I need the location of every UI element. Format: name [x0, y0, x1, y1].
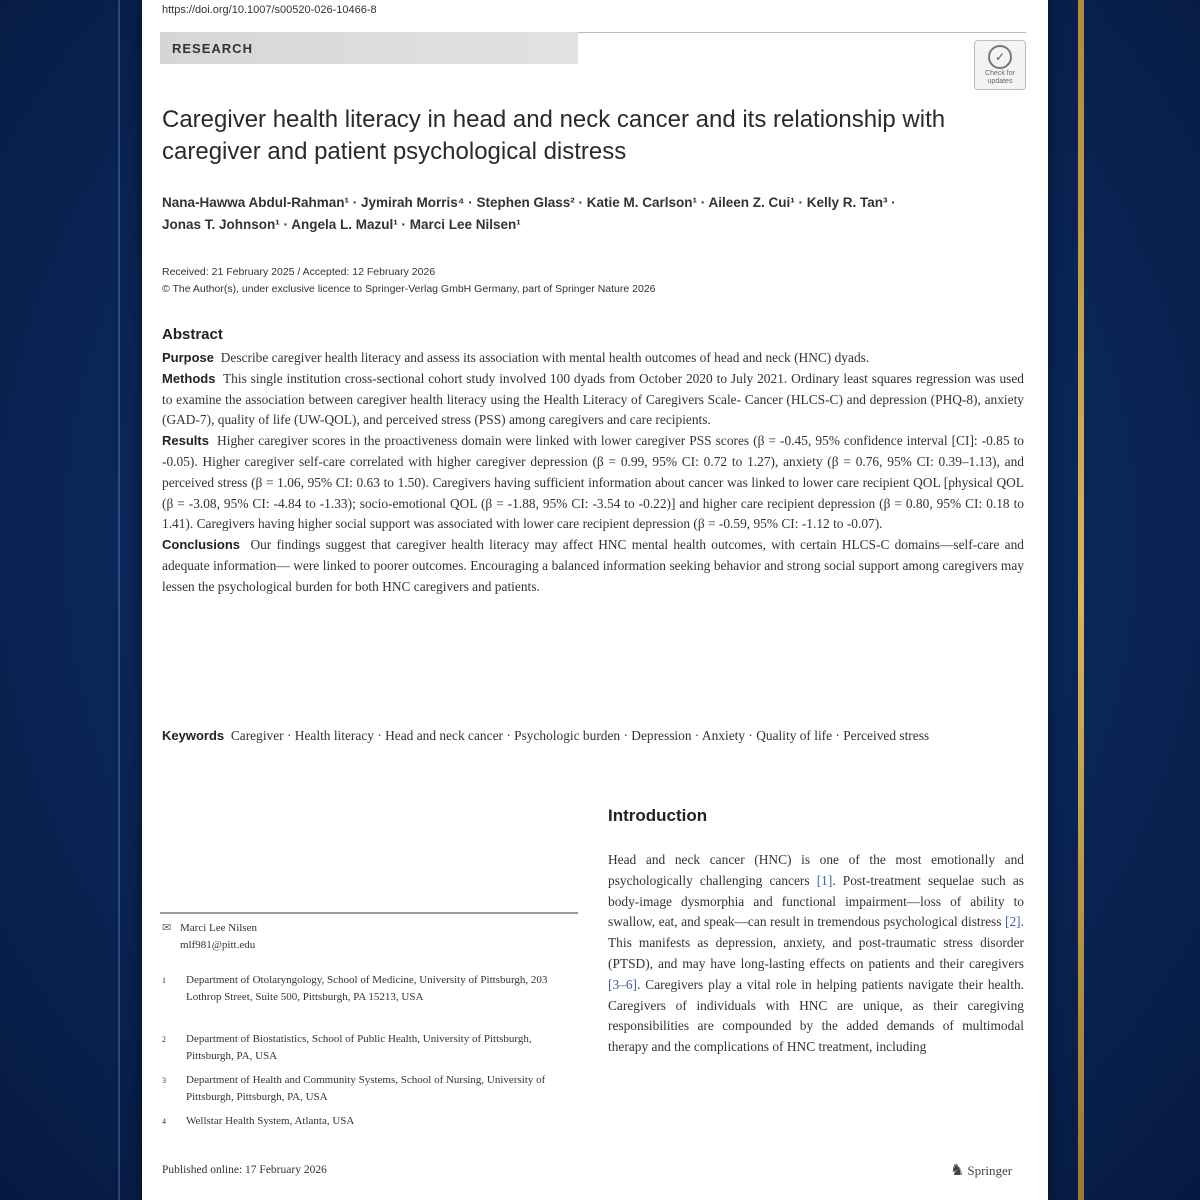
keywords-text: Caregiver · Health literacy · Head and neck cancer · Psychologic burden · Depression · Anxiety · Quality of life · Perceived stress [230, 728, 930, 743]
citation-link[interactable]: [3–6] [608, 976, 638, 992]
affiliation-4 [162, 1113, 572, 1130]
abstract-purpose [162, 348, 1024, 369]
keywords-label: Keywords [162, 728, 225, 743]
purpose-text: Describe caregiver health literacy and assess its association with mental health outcomes of head and neck (HNC) dyads. [220, 350, 870, 365]
methods-label: Methods [162, 370, 216, 386]
abstract-methods [162, 369, 1024, 431]
springer-horse-icon: ♞ [950, 1162, 965, 1179]
publisher-logo [950, 1160, 1012, 1180]
section-bar [160, 32, 578, 64]
correspondence-name-row [162, 920, 572, 937]
copyright-line: © The Author(s), under exclusive licence to Springer-Verlag GmbH Germany, part of Springer Nature 2026 [162, 283, 656, 295]
conclusions-label: Conclusions [162, 537, 241, 553]
doi-link[interactable]: https://doi.org/10.1007/s00520-026-10466-8 [162, 4, 377, 16]
purpose-label: Purpose [162, 350, 215, 365]
authors-line-1: Nana-Hawwa Abdul-Rahman¹ · Jymirah Morris⁴ · Stephen Glass² · Katie M. Carlson¹ · Aileen Z. Cui¹ · Kelly R. Tan³ · [162, 195, 896, 210]
authors-line-2: Jonas T. Johnson¹ · Angela L. Mazul¹ · Marci Lee Nilsen¹ [162, 217, 521, 232]
check-for-updates-icon: ✓ [988, 45, 1012, 69]
abstract-results [162, 431, 1024, 535]
affiliation-1 [162, 972, 572, 1006]
abstract-heading: Abstract [162, 326, 223, 343]
dates-block [162, 264, 1022, 298]
affiliation-rule [160, 912, 578, 914]
affiliation-number: 4 [162, 1117, 166, 1126]
conclusions-text: Our findings suggest that caregiver health literacy may affect HNC mental health outcomes, with certain HLCS-C domains—self-care and adequate information— were linked to poorer outcomes. Encouraging a balanced information seeking behavior and strong social support among caregivers may lessen the psychological burden for both HNC caregivers and patients. [162, 537, 1024, 594]
introduction-heading: Introduction [608, 806, 708, 825]
correspondence-block [162, 920, 572, 954]
intro-text-3: . This manifests as depression, anxiety, and post-traumatic stress disorder (PTSD), and may have long-lasting effects on patients and their caregivers [608, 914, 1024, 971]
intro-text-1: Head and neck cancer (HNC) is one of the most emotionally and psychologically challenging cancers [608, 852, 1024, 888]
intro-text-4: . Caregivers play a vital role in helping patients navigate their health. Caregivers of individuals with HNC are unique, as their caregiving responsibilities are compounded by the added demands of multimodal therapy and the complications of HNC treatment, including [608, 976, 1024, 1055]
affiliation-text: Wellstar Health System, Atlanta, USA [186, 1115, 355, 1127]
affiliation-number: 3 [162, 1076, 166, 1085]
article-page [142, 0, 1048, 1200]
methods-text: This single institution cross-sectional cohort study involved 100 dyads from October 2020 to July 2021. Ordinary least squares regression was used to examine the association between caregiver health literacy using the Health Literacy of Caregivers Scale- Cancer (HLCS-C) and depression (PHQ-8), anxiety (GAD-7), quality of life (UW-QOL), and perceived stress (PSS) among caregivers and care recipients. [162, 370, 1024, 428]
affiliation-3 [162, 1072, 572, 1106]
check-for-updates-badge[interactable] [974, 40, 1026, 90]
affiliation-text: Department of Health and Community Systems, School of Nursing, University of Pittsburgh, Pittsburgh, PA, USA [186, 1074, 546, 1103]
published-date: Published online: 17 February 2026 [162, 1164, 327, 1176]
affiliation-number: 2 [162, 1035, 166, 1044]
email-icon: ✉ [162, 922, 172, 934]
frame-line-left [118, 0, 120, 1200]
article-title: Caregiver health literacy in head and neck cancer and its relationship with caregiver and patient psychological distress [162, 106, 946, 165]
citation-link[interactable]: [2] [1005, 914, 1021, 930]
publisher-name: Springer [967, 1163, 1013, 1178]
author-list [162, 192, 1022, 236]
corresponding-author: Marci Lee Nilsen [180, 922, 257, 934]
abstract-body [162, 348, 1024, 598]
keywords-block [162, 725, 1024, 746]
affiliation-text: Department of Otolaryngology, School of Medicine, University of Pittsburgh, 203 Lothrop Street, Suite 500, Pittsburgh, PA 15213, USA [186, 974, 548, 1003]
badge-text: Check for updates [985, 70, 1015, 85]
frame-gold-border [1078, 0, 1084, 1200]
intro-text-2: . Post-treatment sequelae such as body-image dysmorphia and functional impairment—loss of ability to swallow, eat, and speak—can result in tremendous psychological distress [608, 872, 1024, 930]
introduction-body [608, 850, 1024, 1058]
received-accepted: Received: 21 February 2025 / Accepted: 12 February 2026 [162, 266, 436, 278]
affiliation-2 [162, 1031, 572, 1065]
results-text: Higher caregiver scores in the proactiveness domain were linked with lower caregiver PSS scores (β = -0.45, 95% confidence interval [CI]: -0.85 to -0.05). Higher caregiver self-care correlated with higher caregiver depression (β = 0.99, 95% CI: 0.72 to 1.27), anxiety (β = 0.76, 95% CI: 0.39–1.13), and perceived stress (β = 1.06, 95% CI: 0.63 to 1.50). Caregivers having sufficient information about cancer was linked to lower care recipient QOL [physical QOL (β = -3.08, 95% CI: -4.84 to -1.33); socio-emotional QOL (β = -1.88, 95% CI: -3.54 to -0.22)] and higher care recipient depression (β = 0.80, 95% CI: 0.18 to 1.41). Caregivers having higher social support was associated with lower care recipient depression (β = -0.59, 95% CI: -1.12 to -0.07). [162, 433, 1024, 532]
citation-link[interactable]: [1] [816, 872, 833, 888]
correspondence-email[interactable]: mlf981@pitt.edu [180, 939, 256, 951]
abstract-conclusions [162, 535, 1024, 597]
affiliation-text: Department of Biostatistics, School of Public Health, University of Pittsburgh, Pittsburgh, PA, USA [186, 1033, 532, 1062]
section-label: RESEARCH [172, 41, 253, 56]
results-label: Results [162, 433, 209, 449]
affiliation-number: 1 [162, 976, 166, 985]
